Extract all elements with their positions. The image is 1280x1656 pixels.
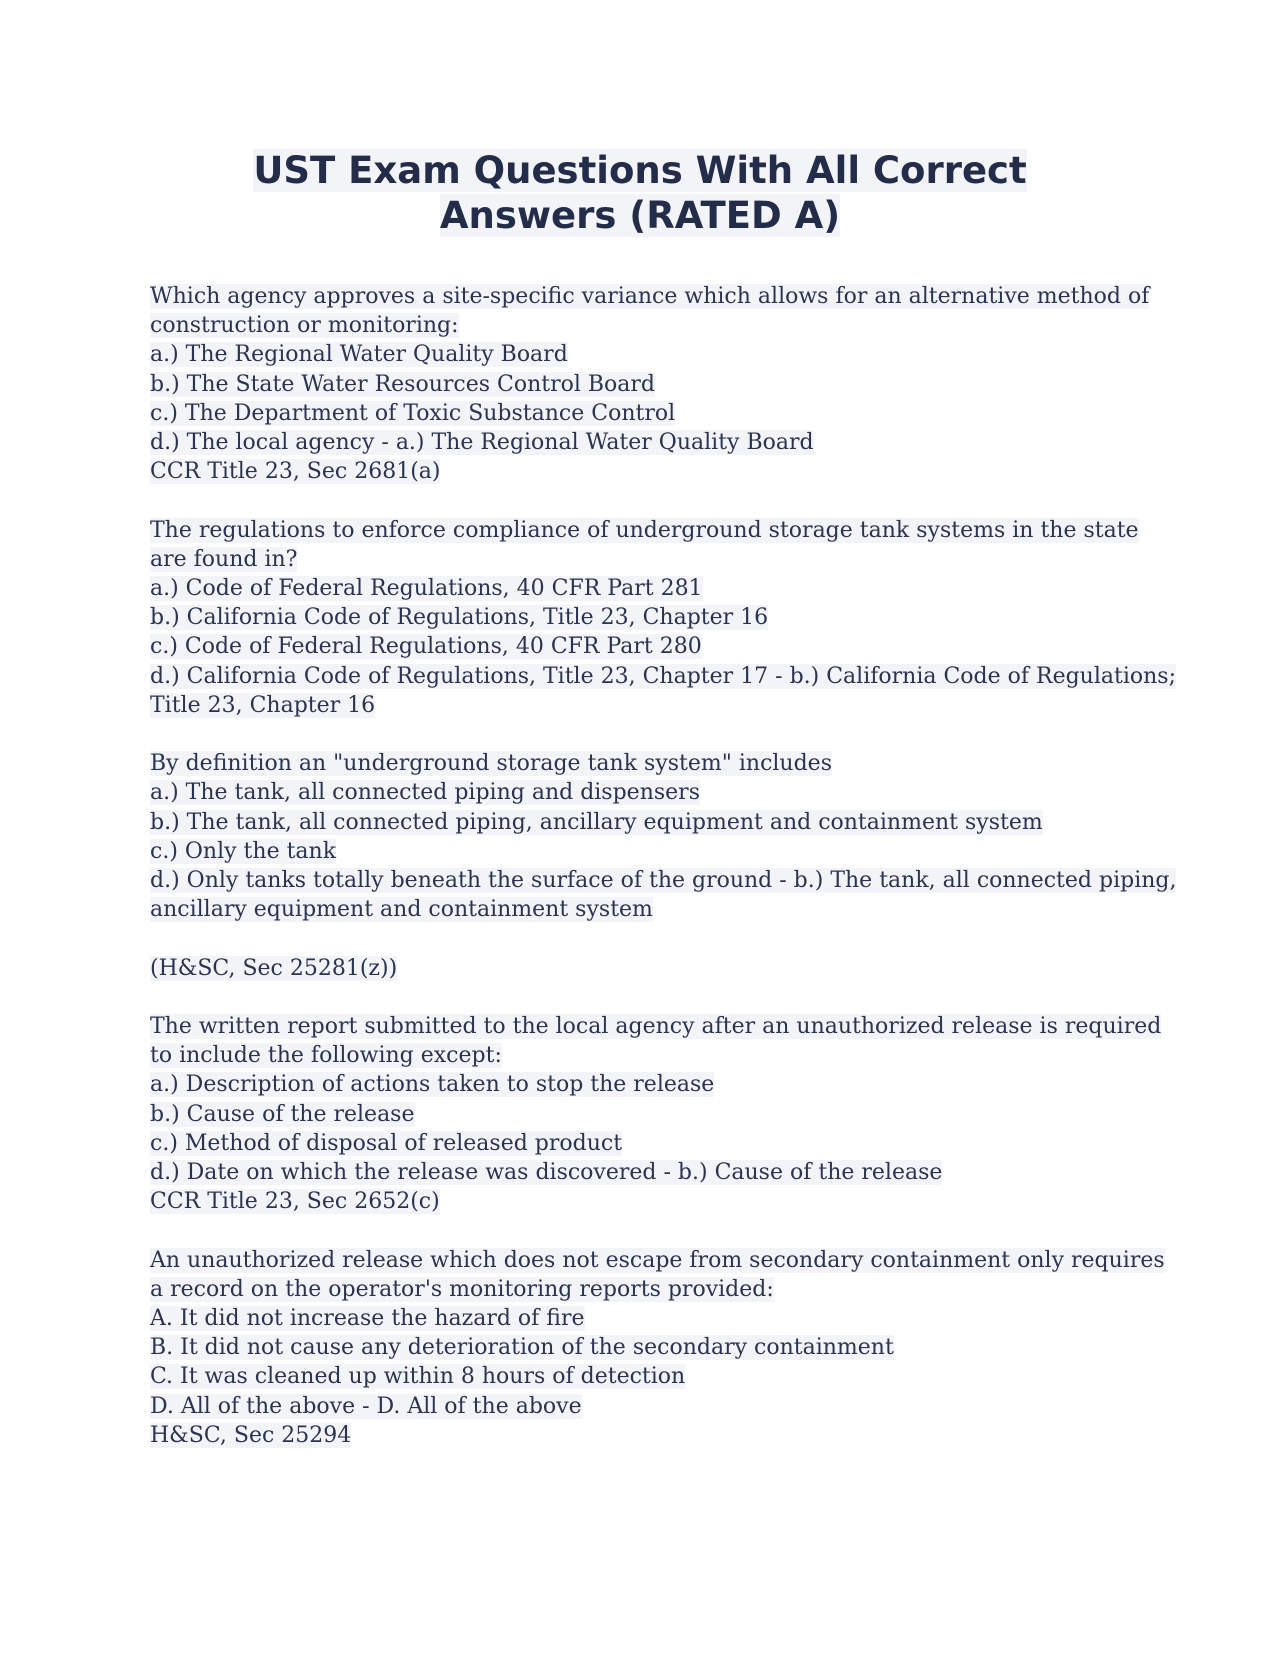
citation: (H&SC, Sec 25281(z)) — [150, 955, 398, 981]
text-line: ancillary equipment and containment system — [150, 897, 653, 923]
text-line: The regulations to enforce compliance of underground storage tank systems in the state — [150, 517, 1139, 543]
citation-block — [150, 954, 1150, 983]
citation: CCR Title 23, Sec 2652(c) — [150, 1189, 440, 1215]
question-block — [150, 1246, 1165, 1450]
text-line: By definition an "underground storage tank system" includes — [150, 751, 832, 777]
answer-option: d.) California Code of Regulations, Title 23, Chapter 17 - b.) California Code of Regulations; — [150, 663, 1176, 689]
answer-option: A. It did not increase the hazard of fire — [150, 1306, 585, 1332]
answer-option: d.) The local agency - a.) The Regional Water Quality Board — [150, 430, 814, 456]
answer-option: b.) The State Water Resources Control Board — [150, 371, 656, 397]
answer-option: c.) Code of Federal Regulations, 40 CFR Part 280 — [150, 634, 702, 660]
answer-option: d.) Date on which the release was discovered - b.) Cause of the release — [150, 1160, 943, 1186]
answer-option: b.) California Code of Regulations, Title 23, Chapter 16 — [150, 605, 769, 631]
answer-option: b.) Cause of the release — [150, 1101, 415, 1127]
answer-option: a.) Description of actions taken to stop the release — [150, 1072, 715, 1098]
answer-option: b.) The tank, all connected piping, ancillary equipment and containment system — [150, 809, 1043, 835]
answer-option: D. All of the above - D. All of the above — [150, 1393, 582, 1419]
question-block — [150, 1012, 1162, 1216]
answer-option: C. It was cleaned up within 8 hours of detection — [150, 1364, 686, 1390]
answer-option: a.) The Regional Water Quality Board — [150, 342, 568, 368]
question-block — [150, 282, 1150, 486]
title-line: UST Exam Questions With All Correct — [253, 149, 1027, 192]
text-line: Title 23, Chapter 16 — [150, 692, 376, 718]
citation: H&SC, Sec 25294 — [150, 1422, 352, 1448]
question-block — [150, 516, 1176, 720]
title-line: Answers (RATED A) — [439, 194, 841, 237]
text-line: are found in? — [150, 546, 298, 572]
answer-option: B. It did not cause any deterioration of the secondary containment — [150, 1335, 894, 1361]
citation: CCR Title 23, Sec 2681(a) — [150, 459, 441, 485]
text-line: a record on the operator's monitoring reports provided: — [150, 1276, 774, 1302]
answer-option: d.) Only tanks totally beneath the surface of the ground - b.) The tank, all connected piping, — [150, 868, 1177, 894]
text-line: construction or monitoring: — [150, 313, 459, 339]
answer-option: a.) Code of Federal Regulations, 40 CFR Part 281 — [150, 576, 703, 602]
answer-option: c.) Method of disposal of released product — [150, 1130, 623, 1156]
answer-option: a.) The tank, all connected piping and dispensers — [150, 780, 700, 806]
text-line: to include the following except: — [150, 1043, 502, 1069]
document-title — [0, 148, 1280, 238]
text-line: The written report submitted to the local agency after an unauthorized release is required — [150, 1014, 1162, 1040]
answer-option: c.) Only the tank — [150, 838, 337, 864]
text-line: Which agency approves a site-specific variance which allows for an alternative method of — [150, 284, 1150, 309]
text-line: An unauthorized release which does not escape from secondary containment only requires — [150, 1247, 1165, 1273]
answer-option: c.) The Department of Toxic Substance Control — [150, 400, 676, 426]
question-block — [150, 749, 1177, 924]
document-body — [150, 282, 1177, 1479]
